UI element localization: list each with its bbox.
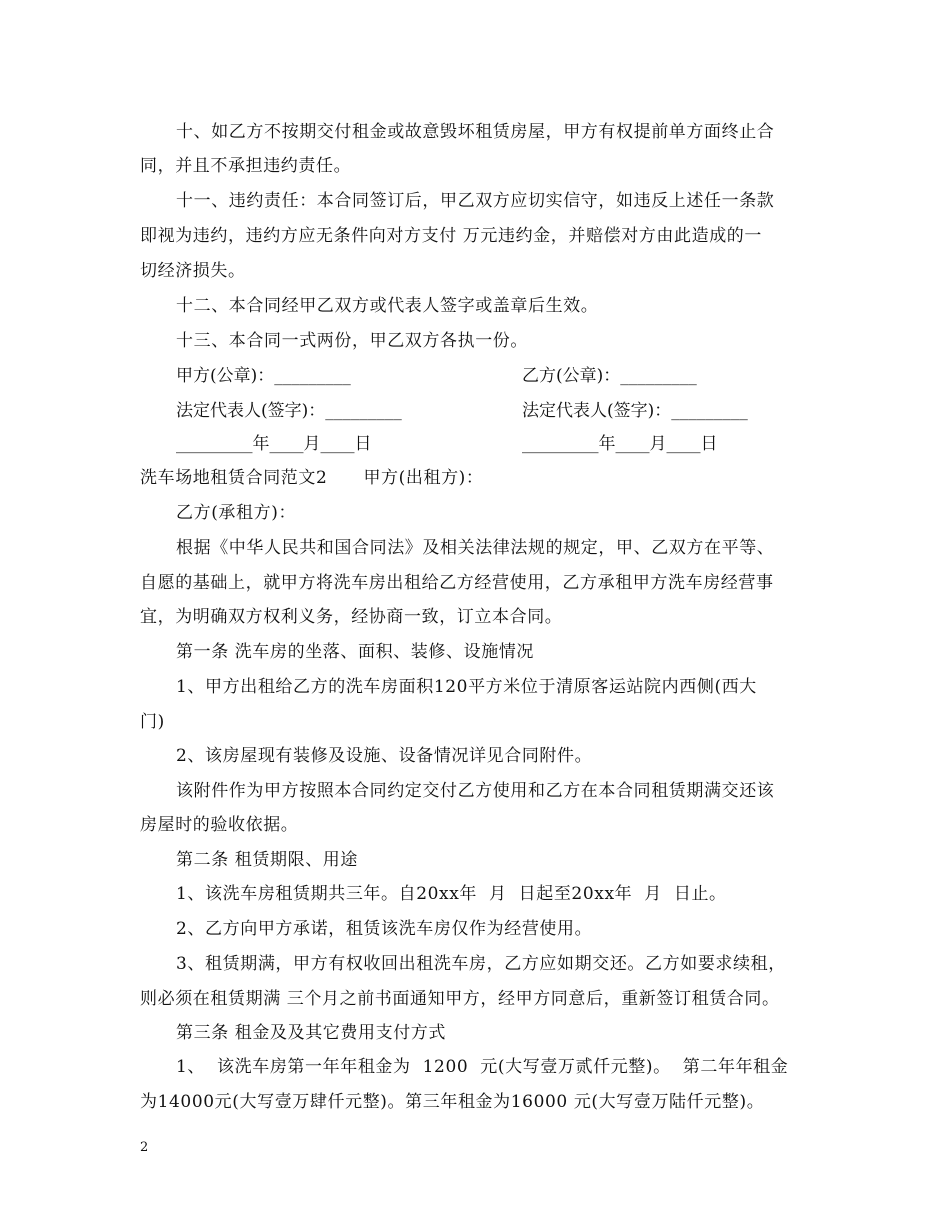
paragraph-line: 为14000元(大写壹万肆仟元整)。第三年租金为16000 元(大写壹万陆仟元整)。 (140, 1092, 765, 1112)
party-a-representative: 法定代表人(签字)：_________ (176, 401, 402, 421)
party-b-seal: 乙方(公章)：_________ (522, 366, 697, 386)
paragraph-line: 2、该房屋现有装修及设施、设备情况详见合同附件。 (176, 746, 593, 766)
party-b-representative: 法定代表人(签字)：_________ (522, 401, 748, 421)
paragraph-line: 宜，为明确双方权利义务，经协商一致，订立本合同。 (140, 607, 563, 627)
page-number: 2 (140, 1140, 149, 1155)
paragraph-line: 3、租赁期满，甲方有权收回出租洗车房，乙方应如期交还。乙方如要求续租， (176, 954, 786, 974)
paragraph-line: 切经济损失。 (140, 261, 246, 281)
paragraph-line: 门) (140, 712, 165, 732)
party-a-seal: 甲方(公章)：_________ (176, 366, 351, 386)
paragraph-line: 该附件作为甲方按照本合同约定交付乙方使用和乙方在本合同租赁期满交还该 (176, 781, 775, 801)
paragraph-line: 根据《中华人民共和国合同法》及相关法律法规的规定，甲、乙双方在平等、 (176, 538, 775, 558)
paragraph-line: 乙方(承租方)： (176, 503, 297, 523)
paragraph-line: 1、甲方出租给乙方的洗车房面积120平方米位于清原客运站院内西侧(西大 (176, 677, 757, 697)
paragraph-line: 房屋时的验收依据。 (140, 815, 299, 835)
paragraph-line: 自愿的基础上，就甲方将洗车房出租给乙方经营使用，乙方承租甲方洗车房经营事 (140, 573, 774, 593)
party-a-date: _________年____月____日 (176, 434, 372, 454)
article-heading: 第二条 租赁期限、用途 (176, 850, 359, 870)
paragraph-line: 同，并且不承担违约责任。 (140, 156, 352, 176)
paragraph-line: 十一、违约责任：本合同签订后，甲乙双方应切实信守，如违反上述任一条款 (176, 191, 775, 211)
article-heading: 第一条 洗车房的坐落、面积、装修、设施情况 (176, 642, 535, 662)
paragraph-line: 1、 该洗车房第一年年租金为 1200 元(大写壹万贰仟元整)。 第二年年租金 (176, 1057, 789, 1077)
paragraph-line: 十、如乙方不按期交付租金或故意毁坏租赁房屋，甲方有权提前单方面终止合 (176, 122, 775, 142)
paragraph-line: 2、乙方向甲方承诺，租赁该洗车房仅作为经营使用。 (176, 919, 593, 939)
paragraph-line: 1、该洗车房租赁期共三年。自20xx年 月 日起至20xx年 月 日止。 (176, 884, 727, 904)
article-heading: 第三条 租金及及其它费用支付方式 (176, 1023, 447, 1043)
paragraph-line: 十二、本合同经甲乙双方或代表人签字或盖章后生效。 (176, 296, 599, 316)
party-b-date: _________年____月____日 (522, 434, 718, 454)
paragraph-line: 十三、本合同一式两份，甲乙双方各执一份。 (176, 331, 528, 351)
paragraph-line: 即视为违约，违约方应无条件向对方支付 万元违约金，并赔偿对方由此造成的一 (140, 226, 763, 246)
section-title: 洗车场地租赁合同范文2 甲方(出租方)： (140, 468, 484, 488)
paragraph-line: 则必须在租赁期满 三个月之前书面通知甲方，经甲方同意后，重新签订租赁合同。 (140, 989, 780, 1009)
